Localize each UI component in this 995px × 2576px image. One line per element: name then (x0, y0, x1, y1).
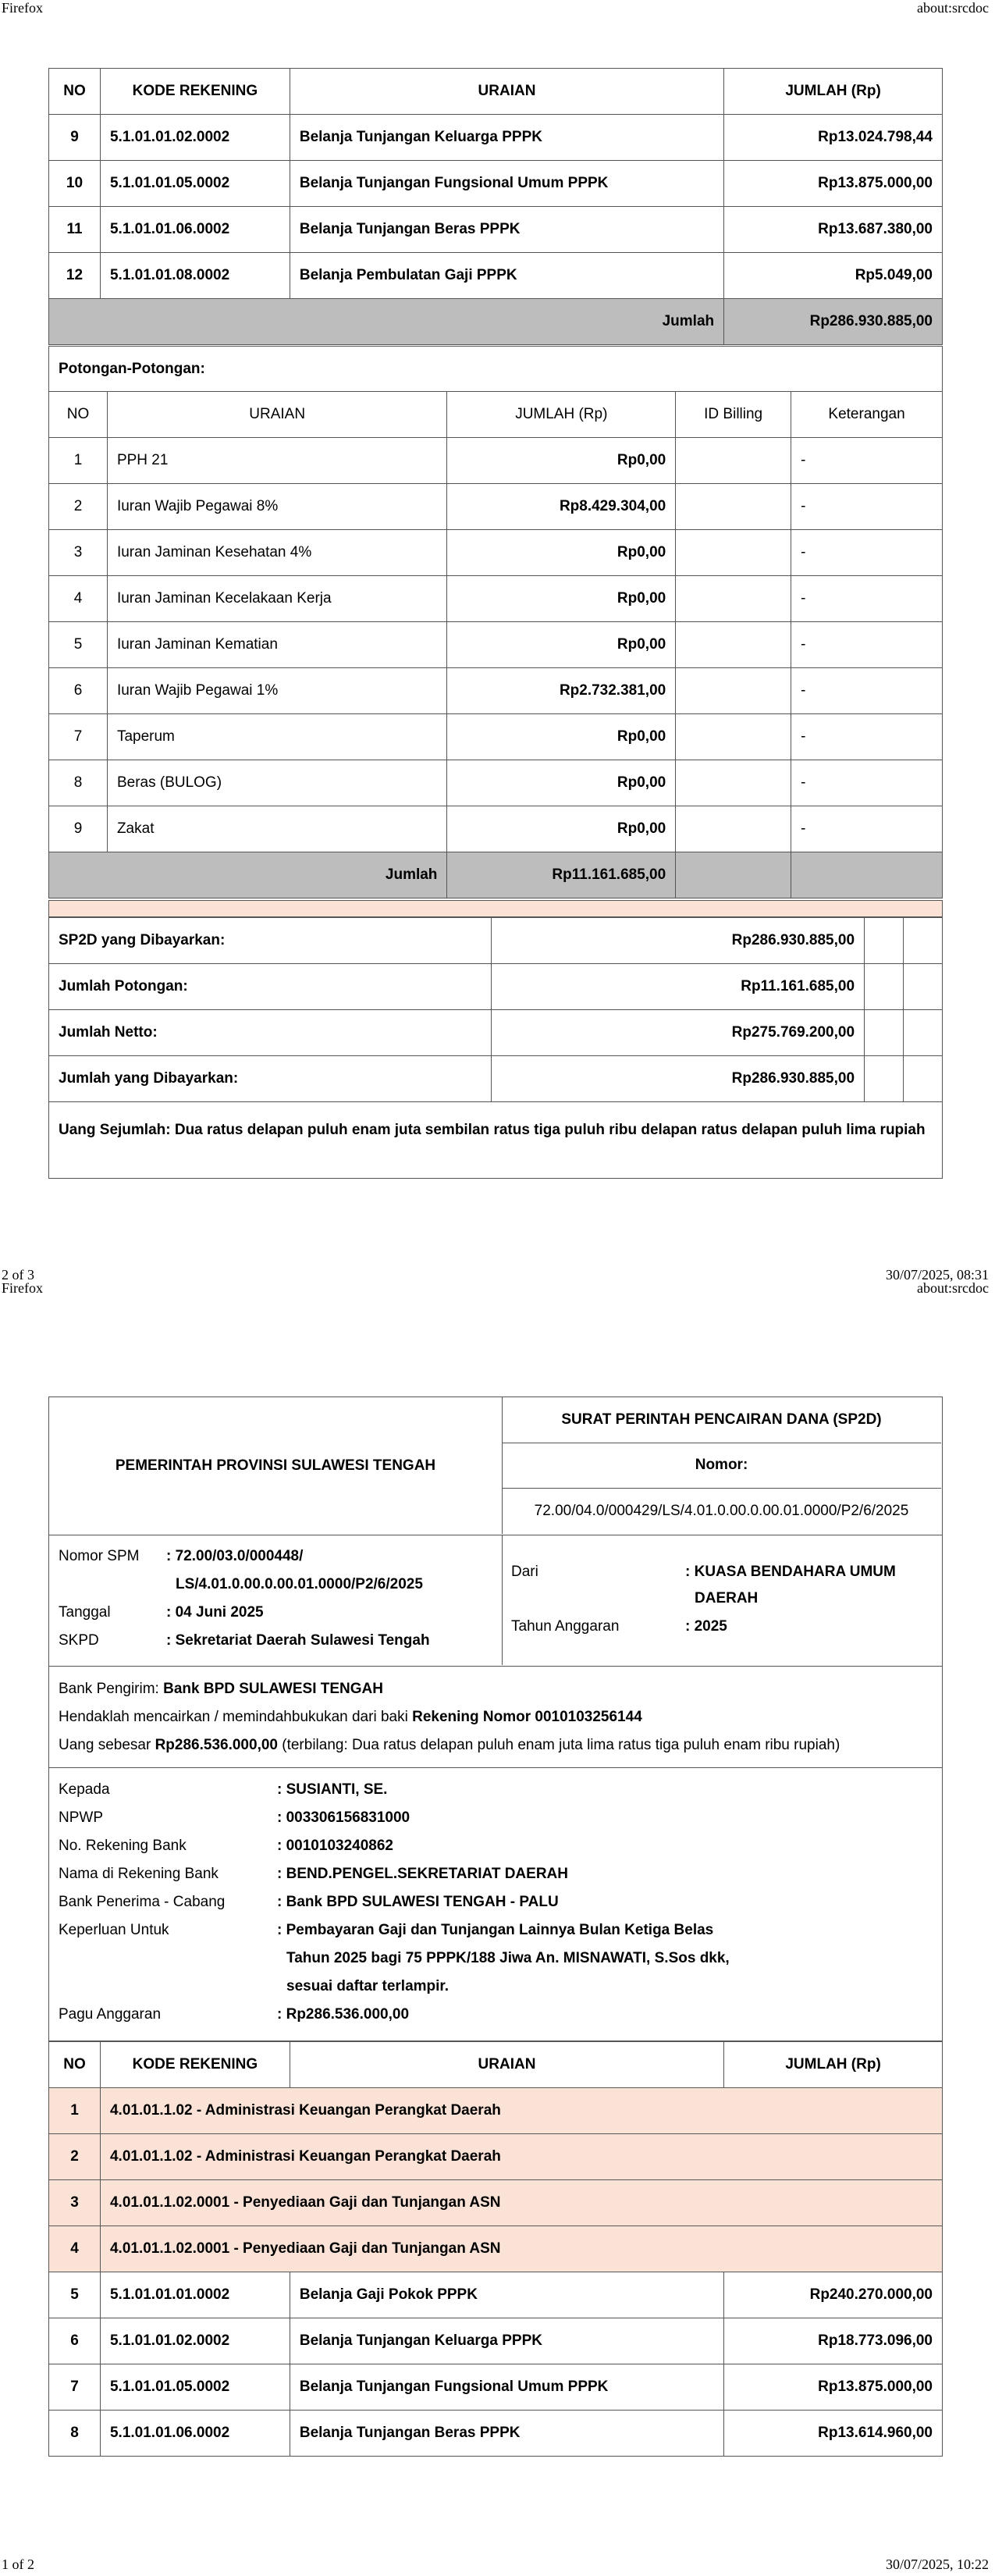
penerima-value: : SUSIANTI, SE. (277, 1781, 388, 1798)
row-no: 11 (49, 207, 101, 253)
row-program: 4.01.01.1.02 - Administrasi Keuangan Perangkat Daerah (100, 2134, 942, 2180)
row-jumlah: Rp0,00 (447, 438, 676, 484)
row-uraian: Iuran Jaminan Kematian (107, 622, 446, 668)
row-keterangan: - (791, 484, 943, 530)
summary-empty (865, 964, 904, 1010)
col-header-no: NO (49, 392, 108, 438)
table-row (49, 2272, 943, 2318)
uang-terbilang: (terbilang: Dua ratus delapan puluh enam juta lima ratus tiga puluh enam ribu rupiah) (277, 1737, 840, 1753)
row-no: 7 (49, 2364, 101, 2411)
summary-row (49, 1056, 943, 1102)
row-uraian: Belanja Tunjangan Beras PPPK (290, 2411, 723, 2457)
col-header-jumlah: JUMLAH (Rp) (447, 392, 676, 438)
potongan-title: Potongan-Potongan: (48, 346, 943, 391)
dari-value-2: DAERAH (695, 1590, 759, 1606)
row-kode: 5.1.01.01.01.0002 (100, 2272, 290, 2318)
potongan-total-value: Rp11.161.685,00 (447, 852, 676, 898)
row-uraian: Iuran Jaminan Kecelakaan Kerja (107, 576, 446, 622)
row-kode: 5.1.01.01.02.0002 (100, 115, 290, 161)
rekening-total-label: Jumlah (49, 299, 724, 345)
row-uraian: Iuran Jaminan Kesehatan 4% (107, 530, 446, 576)
row-no: 8 (49, 760, 108, 806)
col-header-kode: KODE REKENING (100, 69, 290, 115)
penerima-label: Bank Penerima - Cabang (59, 1894, 226, 1910)
row-keterangan: - (791, 668, 943, 714)
summary-empty (904, 964, 943, 1010)
potongan-total-empty (676, 852, 791, 898)
row-kode: 5.1.01.01.02.0002 (100, 2318, 290, 2364)
uang-sebesar-label: Uang sebesar (59, 1737, 155, 1753)
summary-row (49, 964, 943, 1010)
summary-table (48, 917, 943, 1102)
row-jumlah: Rp13.875.000,00 (724, 2364, 943, 2411)
tanggal-label: Tanggal (59, 1604, 111, 1621)
row-id-billing (676, 622, 791, 668)
row-keterangan: - (791, 530, 943, 576)
row-kode: 5.1.01.01.06.0002 (100, 207, 290, 253)
row-jumlah: Rp18.773.096,00 (724, 2318, 943, 2364)
col-header-kode: KODE REKENING (100, 2042, 290, 2088)
row-uraian: Beras (BULOG) (107, 760, 446, 806)
keperluan-value-2: Tahun 2025 bagi 75 PPPK/188 Jiwa An. MISNAWATI, S.Sos dkk, (286, 1950, 730, 1966)
table-row (49, 2411, 943, 2457)
row-no: 10 (49, 161, 101, 207)
uang-sejumlah: Uang Sejumlah: Dua ratus delapan puluh enam juta sembilan ratus tiga puluh ribu delapan ratus delapan puluh lima rupiah (48, 1101, 943, 1179)
penerima-label: NPWP (59, 1809, 103, 1826)
sp2d-title: SURAT PERINTAH PENCAIRAN DANA (SP2D) (502, 1397, 941, 1443)
col-header-no: NO (49, 2042, 101, 2088)
row-jumlah: Rp2.732.381,00 (447, 668, 676, 714)
col-header-keterangan: Keterangan (791, 392, 943, 438)
col-header-uraian: URAIAN (290, 2042, 723, 2088)
tahun-value: : 2025 (685, 1618, 727, 1635)
nomor-spm-value-1: : 72.00/03.0/000448/ (166, 1548, 304, 1564)
table-row (49, 576, 943, 622)
pagu-label: Pagu Anggaran (59, 2006, 162, 2023)
penerima-value: : Bank BPD SULAWESI TENGAH - PALU (277, 1894, 559, 1910)
browser-url: about:srcdoc (917, 0, 989, 16)
penerima-value: : 003306156831000 (277, 1809, 410, 1826)
table-row (49, 207, 943, 253)
row-program: 4.01.01.1.02 - Administrasi Keuangan Perangkat Daerah (100, 2088, 942, 2134)
summary-label: SP2D yang Dibayarkan: (49, 918, 492, 964)
summary-label: Jumlah Potongan: (49, 964, 492, 1010)
row-jumlah: Rp13.687.380,00 (724, 207, 943, 253)
table-row (49, 438, 943, 484)
row-id-billing (676, 668, 791, 714)
table-row (49, 760, 943, 806)
table-row (49, 115, 943, 161)
summary-row (49, 1010, 943, 1056)
keperluan-label: Keperluan Untuk (59, 1922, 169, 1938)
table-row (49, 161, 943, 207)
row-jumlah: Rp8.429.304,00 (447, 484, 676, 530)
col-header-jumlah: JUMLAH (Rp) (724, 69, 943, 115)
summary-empty (865, 918, 904, 964)
page-counter: 2 of 3 (2, 1267, 34, 1283)
row-uraian: Belanja Tunjangan Beras PPPK (290, 207, 723, 253)
nomor-spm-label: Nomor SPM (59, 1548, 140, 1564)
row-jumlah: Rp0,00 (447, 714, 676, 760)
summary-empty (904, 1056, 943, 1102)
row-uraian: Taperum (107, 714, 446, 760)
row-program: 4.01.01.1.02.0001 - Penyediaan Gaji dan Tunjangan ASN (100, 2226, 942, 2272)
bank-pengirim-label: Bank Pengirim: (59, 1681, 164, 1697)
tanggal-value: : 04 Juni 2025 (166, 1604, 264, 1621)
summary-value: Rp286.930.885,00 (492, 1056, 865, 1102)
row-keterangan: - (791, 806, 943, 852)
page-counter: 1 of 2 (2, 2556, 34, 2572)
tahun-label: Tahun Anggaran (511, 1618, 620, 1635)
row-no: 3 (49, 2180, 101, 2226)
table-row-program (49, 2088, 943, 2134)
row-jumlah: Rp13.614.960,00 (724, 2411, 943, 2457)
penerima-value: : 0010103240862 (277, 1838, 393, 1854)
table-row (49, 622, 943, 668)
row-uraian: PPH 21 (107, 438, 446, 484)
browser-name: Firefox (2, 1280, 43, 1296)
section-divider (48, 900, 943, 917)
row-id-billing (676, 576, 791, 622)
skpd-label: SKPD (59, 1632, 99, 1649)
penerima-info (48, 1768, 943, 2041)
browser-name: Firefox (2, 0, 43, 16)
row-keterangan: - (791, 438, 943, 484)
table-row (49, 484, 943, 530)
summary-empty (865, 1056, 904, 1102)
summary-label: Jumlah Netto: (49, 1010, 492, 1056)
table-row-program (49, 2180, 943, 2226)
row-no: 2 (49, 484, 108, 530)
row-keterangan: - (791, 622, 943, 668)
print-timestamp: 30/07/2025, 08:31 (885, 1267, 989, 1283)
keperluan-value-1: : Pembayaran Gaji dan Tunjangan Lainnya Bulan Ketiga Belas (277, 1922, 714, 1938)
row-no: 3 (49, 530, 108, 576)
divider (502, 1535, 503, 1665)
row-id-billing (676, 484, 791, 530)
row-jumlah: Rp13.875.000,00 (724, 161, 943, 207)
col-header-uraian: URAIAN (107, 392, 446, 438)
print-timestamp: 30/07/2025, 10:22 (885, 2556, 989, 2572)
row-no: 5 (49, 622, 108, 668)
row-no: 1 (49, 2088, 101, 2134)
keperluan-value-3: sesuai daftar terlampir. (286, 1978, 450, 1994)
row-uraian: Belanja Tunjangan Fungsional Umum PPPK (290, 2364, 723, 2411)
nomor-value: 72.00/04.0/000429/LS/4.01.0.00.0.00.01.0000/P2/6/2025 (534, 1503, 909, 1519)
table-row-program (49, 2134, 943, 2180)
row-no: 1 (49, 438, 108, 484)
potongan-table (48, 391, 943, 898)
row-uraian: Belanja Pembulatan Gaji PPPK (290, 253, 723, 299)
potongan-total-label: Jumlah (49, 852, 447, 898)
summary-empty (904, 918, 943, 964)
table-row (49, 2364, 943, 2411)
table-row (49, 714, 943, 760)
row-id-billing (676, 760, 791, 806)
penerima-label: Nama di Rekening Bank (59, 1866, 219, 1882)
dari-value-1: : KUASA BENDAHARA UMUM (685, 1564, 896, 1580)
summary-value: Rp286.930.885,00 (492, 918, 865, 964)
summary-empty (865, 1010, 904, 1056)
row-kode: 5.1.01.01.05.0002 (100, 161, 290, 207)
row-uraian: Belanja Tunjangan Keluarga PPPK (290, 2318, 723, 2364)
summary-row (49, 918, 943, 964)
summary-value: Rp275.769.200,00 (492, 1010, 865, 1056)
row-no: 9 (49, 806, 108, 852)
row-no: 9 (49, 115, 101, 161)
rekening-total-value: Rp286.930.885,00 (724, 299, 943, 345)
browser-url: about:srcdoc (917, 1280, 989, 1296)
row-id-billing (676, 714, 791, 760)
summary-empty (904, 1010, 943, 1056)
row-jumlah: Rp0,00 (447, 760, 676, 806)
row-uraian: Belanja Gaji Pokok PPPK (290, 2272, 723, 2318)
row-no: 6 (49, 668, 108, 714)
row-no: 5 (49, 2272, 101, 2318)
row-no: 6 (49, 2318, 101, 2364)
sp2d-header (48, 1397, 943, 1535)
penerima-label: Kepada (59, 1781, 110, 1798)
col-header-jumlah: JUMLAH (Rp) (724, 2042, 943, 2088)
col-header-no: NO (49, 69, 101, 115)
pagu-value: : Rp286.536.000,00 (277, 2006, 410, 2023)
row-uraian: Zakat (107, 806, 446, 852)
row-kode: 5.1.01.01.05.0002 (100, 2364, 290, 2411)
row-jumlah: Rp240.270.000,00 (724, 2272, 943, 2318)
col-header-id-billing: ID Billing (676, 392, 791, 438)
row-no: 12 (49, 253, 101, 299)
uang-sebesar-value: Rp286.536.000,00 (155, 1737, 278, 1753)
row-jumlah: Rp0,00 (447, 806, 676, 852)
rekening-table-page1 (48, 68, 943, 345)
col-header-uraian: URAIAN (290, 69, 723, 115)
row-id-billing (676, 438, 791, 484)
bank-pengirim (59, 1681, 383, 1698)
table-row (49, 530, 943, 576)
row-keterangan: - (791, 714, 943, 760)
rekening-table-page2 (48, 2041, 943, 2457)
row-program: 4.01.01.1.02.0001 - Penyediaan Gaji dan Tunjangan ASN (100, 2180, 942, 2226)
potongan-total-empty (791, 852, 943, 898)
row-uraian: Iuran Wajib Pegawai 8% (107, 484, 446, 530)
row-uraian: Belanja Tunjangan Keluarga PPPK (290, 115, 723, 161)
dari-label: Dari (511, 1564, 538, 1580)
row-keterangan: - (791, 576, 943, 622)
row-jumlah: Rp13.024.798,44 (724, 115, 943, 161)
table-row (49, 2318, 943, 2364)
rekening-nomor: Rekening Nomor 0010103256144 (412, 1709, 642, 1725)
table-row (49, 253, 943, 299)
hendaklah-label: Hendaklah mencairkan / memindahbukukan dari baki (59, 1709, 413, 1725)
penerima-value: : BEND.PENGEL.SEKRETARIAT DAERAH (277, 1866, 568, 1882)
row-id-billing (676, 806, 791, 852)
row-jumlah: Rp0,00 (447, 622, 676, 668)
row-no: 8 (49, 2411, 101, 2457)
penerima-label: No. Rekening Bank (59, 1838, 187, 1854)
row-no: 2 (49, 2134, 101, 2180)
spm-info (48, 1535, 943, 1667)
uang-sebesar-text (59, 1737, 840, 1754)
row-no: 4 (49, 576, 108, 622)
bank-info (48, 1667, 943, 1768)
row-id-billing (676, 530, 791, 576)
bank-pengirim-value: Bank BPD SULAWESI TENGAH (163, 1681, 383, 1697)
table-row-program (49, 2226, 943, 2272)
summary-label: Jumlah yang Dibayarkan: (49, 1056, 492, 1102)
table-row (49, 668, 943, 714)
row-kode: 5.1.01.01.08.0002 (100, 253, 290, 299)
row-uraian: Belanja Tunjangan Fungsional Umum PPPK (290, 161, 723, 207)
row-jumlah: Rp0,00 (447, 576, 676, 622)
row-kode: 5.1.01.01.06.0002 (100, 2411, 290, 2457)
row-no: 7 (49, 714, 108, 760)
row-no: 4 (49, 2226, 101, 2272)
table-row (49, 806, 943, 852)
skpd-value: : Sekretariat Daerah Sulawesi Tengah (166, 1632, 430, 1649)
row-keterangan: - (791, 760, 943, 806)
nomor-label: Nomor: (502, 1443, 941, 1489)
instansi-name: PEMERINTAH PROVINSI SULAWESI TENGAH (49, 1397, 503, 1534)
row-uraian: Iuran Wajib Pegawai 1% (107, 668, 446, 714)
hendaklah-text (59, 1709, 642, 1726)
nomor-spm-value-2: LS/4.01.0.00.0.00.01.0000/P2/6/2025 (176, 1576, 423, 1592)
row-jumlah: Rp5.049,00 (724, 253, 943, 299)
summary-value: Rp11.161.685,00 (492, 964, 865, 1010)
row-jumlah: Rp0,00 (447, 530, 676, 576)
